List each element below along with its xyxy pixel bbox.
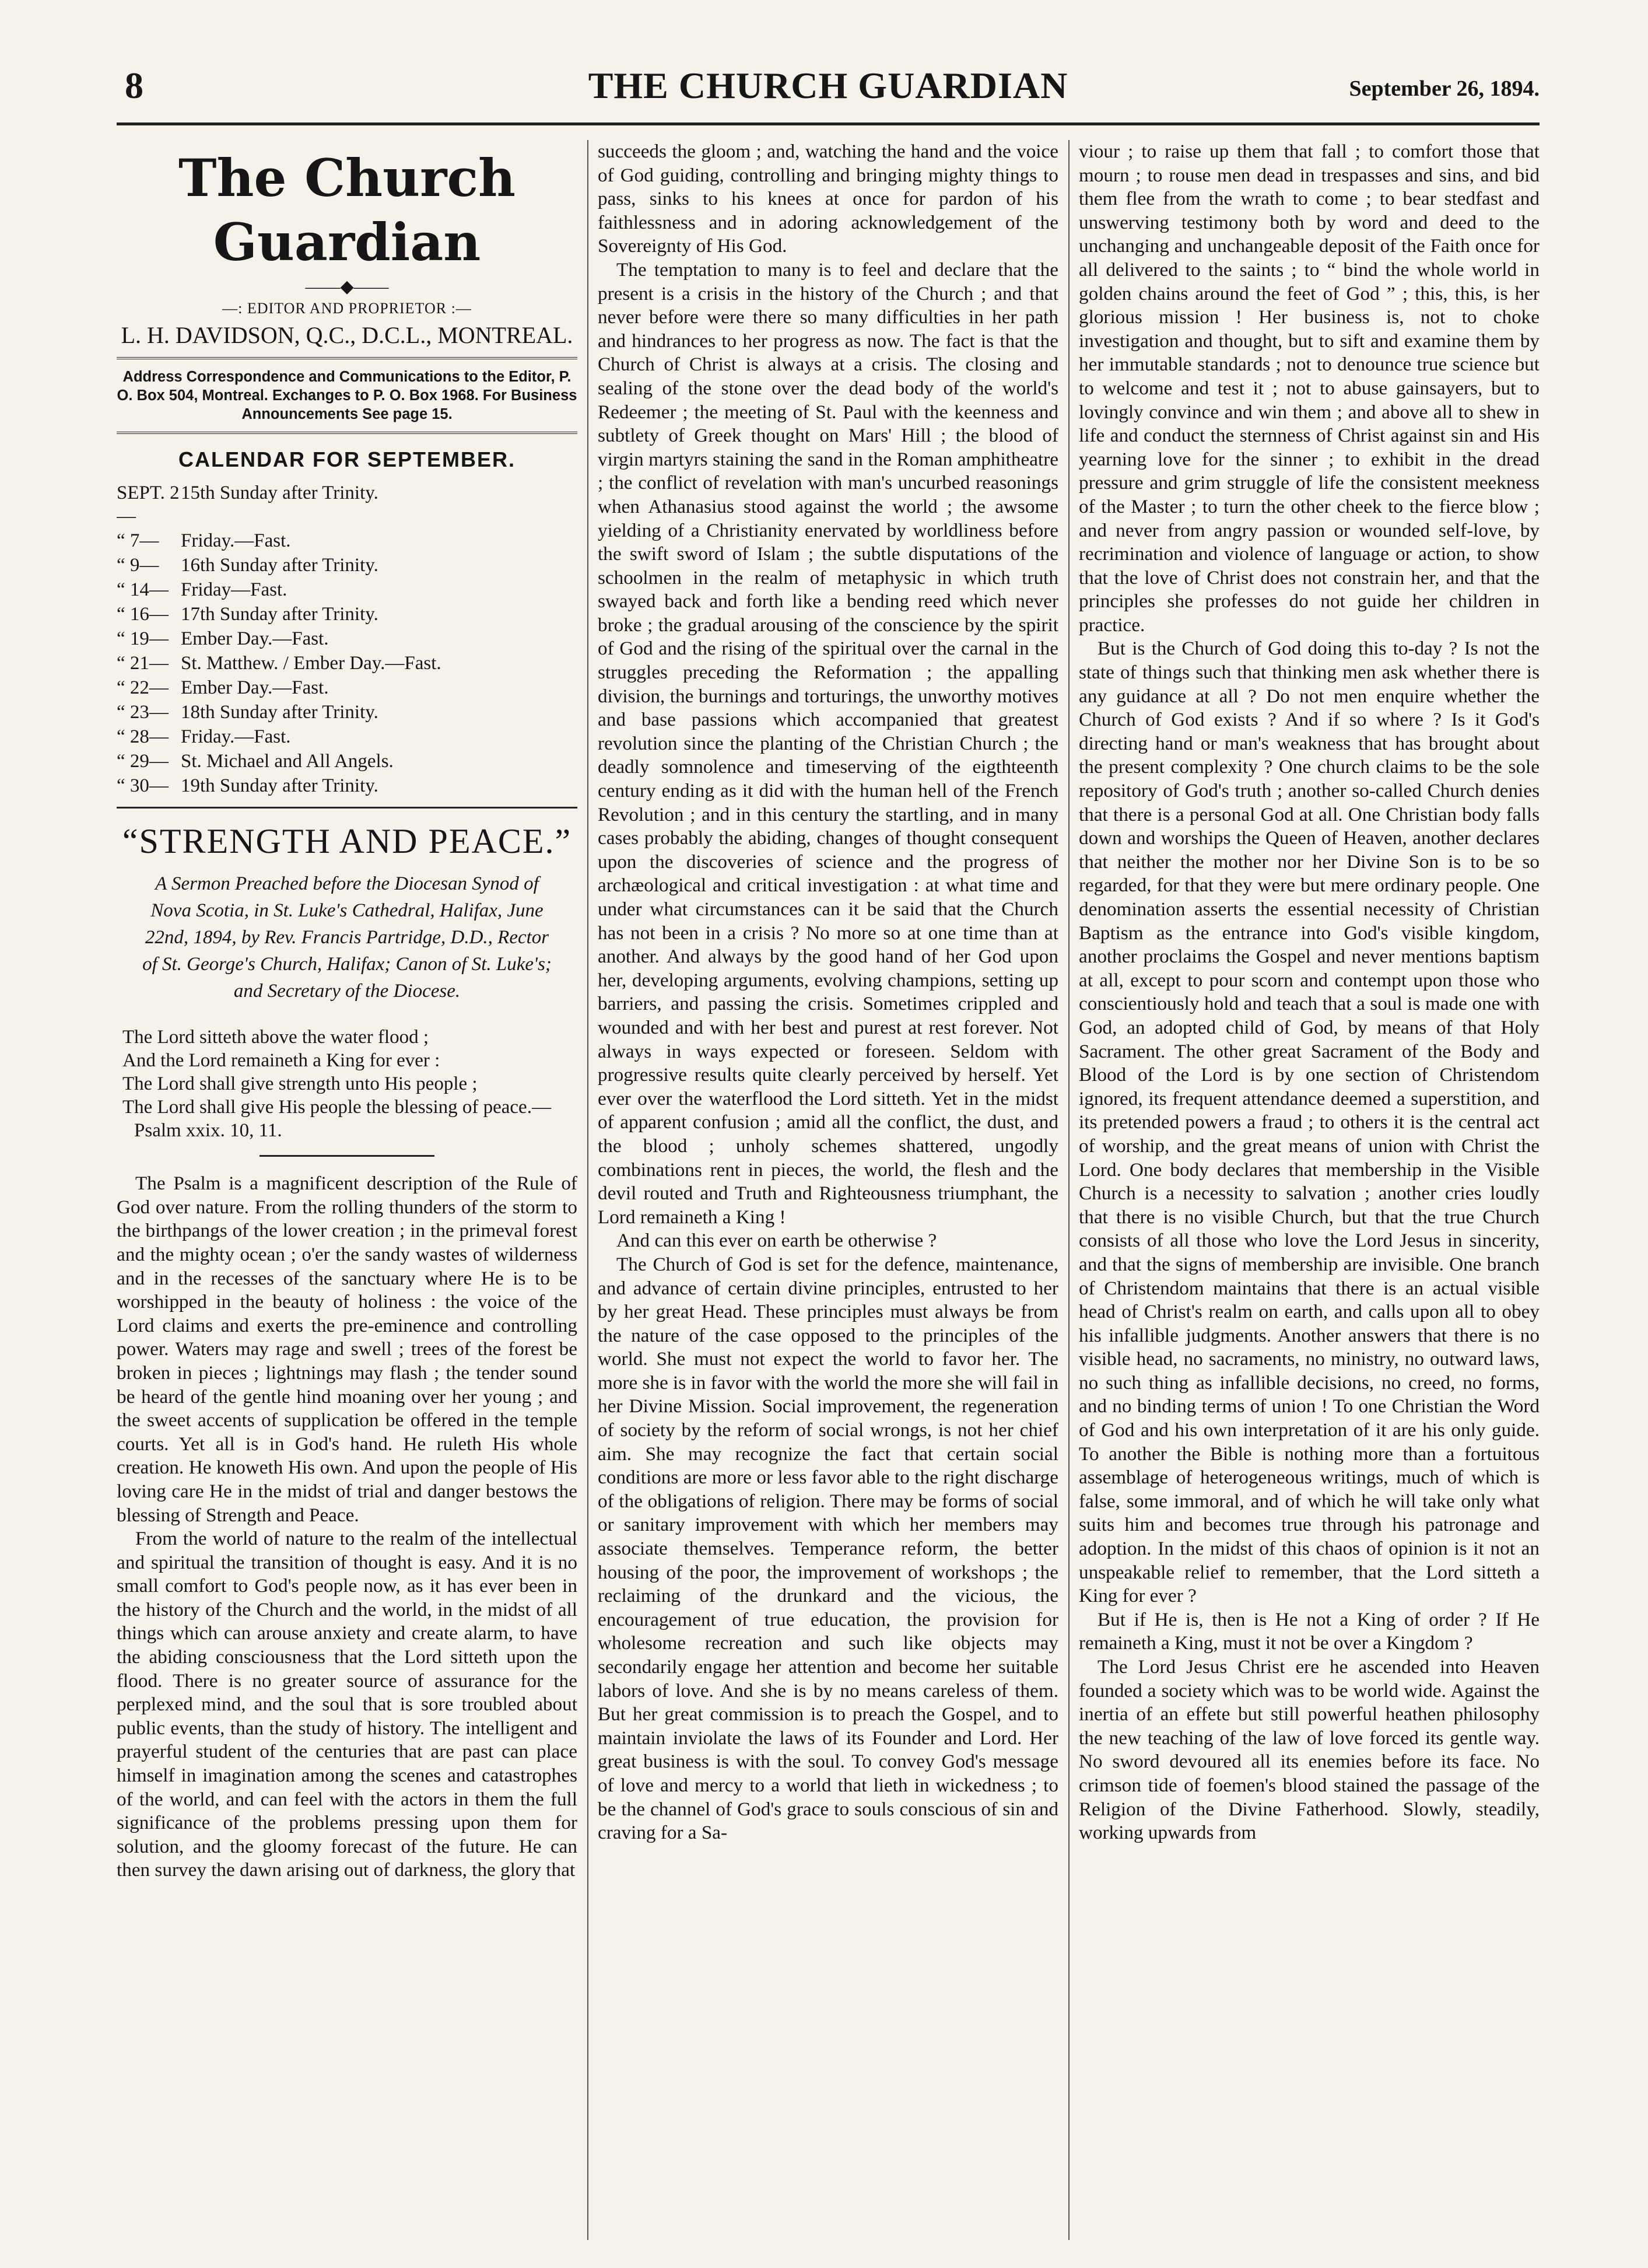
calendar-date: “ 28—: [117, 726, 169, 747]
calendar-date: “ 16—: [117, 603, 169, 625]
psalm-line: The Lord sitteth above the water flood ;: [122, 1027, 429, 1048]
column-1: [117, 140, 577, 2240]
calendar-item: [117, 652, 577, 675]
calendar-item: [117, 481, 577, 528]
calendar-date: “ 30—: [117, 775, 169, 796]
calendar-item: [117, 774, 577, 797]
body-paragraph: succeeds the gloom ; and, watching the hand and the voice of God guiding, controlling and bringing mighty things to pass, sinks to his knees at once for pardon of his faithlessness and in adoring acknowledgement of the Sovereignty of His God.: [598, 141, 1058, 257]
section-divider: [260, 1155, 434, 1157]
calendar-text: Ember Day.—Fast.: [181, 628, 329, 649]
psalm-epigraph: [122, 1026, 571, 1142]
calendar-list: [117, 481, 577, 808]
calendar-item: [117, 701, 577, 724]
body-paragraph: The Church of God is set for the defence, maintenance, and advance of certain divine principles, entrusted to her by her great Head. These principles must always be from the nature of the case opposed to the principles of the world. She must not expect the world to favor her. The more she is in favor with the world the more she will fail in her Divine Mission. Social improvement, the regeneration of society by the reform of social wrongs, is not her chief aim. She may recognize the fact that certain social conditions are more or less favor able to the right discharge of the obligations of religion. There may be forms of social or sanitary improvement with which her members may associate themselves. Temperance reform, the better housing of the poor, the improvement of workshops ; the reclaiming of the drunkard and the vicious, the encouragement of true education, the provision for wholesome recreation and such like objects may secondarily engage her attention and become her suitable labors of love. And she is by no means careless of them. But her great commission is to preach the Gospel, and to maintain inviolate the laws of its Founder and Lord. Her great business is with the soul. To convey God's message of love and mercy to a world that lieth in wickedness ; to be the channel of God's grace to souls conscious of sin and craving for a Sa-: [598, 1253, 1058, 1844]
calendar-item: [117, 578, 577, 601]
calendar-text: Friday—Fast.: [181, 579, 287, 600]
body-paragraph: From the world of nature to the realm of the intellectual and spiritual the transition of thought is easy. And it is no small comfort to God's people now, as it has ever been in the history of the Church and the world, in the midst of all things which can arouse anxiety and create alarm, to have the abiding consciousness that the Lord sitteth upon the flood. There is no greater source of assurance for the perplexed mind, and the soul that is sore troubled about public events, than the study of history. The intelligent and prayerful student of the centuries that are past can place himself in imagination among the scenes and catastrophes of the world, and can feel with the actors in them the full significance of the problems pressing upon them for solution, and the gloomy forecast of the future. He can then survey the dawn arising out of darkness, the glory that: [117, 1528, 577, 1881]
body-paragraph: The temptation to many is to feel and declare that the present is a crisis in the history of the Church ; and that never before were there so many difficulties in her path and hindrances to her progress as now. The fact is that the Church of Christ is always at a crisis. The closing and sealing of the stone over the dead body of the world's Redeemer ; the meeting of St. Paul with the keenness and subtlety of Greek thought on Mars' Hill ; the blood of virgin martyrs staining the sand in the Roman amphitheatre ; the conflict of revelation with man's uncurbed reasonings when Athanasius stood against the world ; the awsome yielding of a Christianity enervated by worldliness before the swift sword of Islam ; the subtle disputations of the schoolmen in the realm of metaphysic in which truth swayed back and forth like a bending reed which never broke ; the gradual arousing of the conscience by the spirit of God and the rising of the spiritual over the carnal in the struggles preceding the Reformation ; the appalling division, the burnings and torturings, the unworthy motives and base passions which accompanied that greatest revolution since the planting of the Christian Church ; the deadly somnolence and timeserving of the eigthteenth century ending as it did with the human hell of the French Revolution ; and in this century the startling, and in many cases probably the abiding, changes of thought consequent upon the discoveries of science and the progress of archæological and critical investigation : at what time and under what circumstances can it be said that the Church has not been in a crisis ? No more so at one time than at another. And always by the good hand of her God upon her, developing arguments, evolving champions, setting up barriers, and passing the crisis. Sometimes crippled and wounded and with her best and purest at rest forever. Not always in ways expected or foreseen. Seldom with progressive results quite clearly perceived by herself. Yet ever over the waterflood the Lord sitteth. Yet in the midst of apparent confusion ; amid all the conflict, the dust, and the blood ; unholy schemes shattered, ungodly combinations rent in pieces, the world, the flesh and the devil routed and Truth and Righteousness triumphant, the Lord remaineth a King !: [598, 258, 1058, 1228]
body-paragraph: And can this ever on earth be otherwise ?: [616, 1230, 937, 1252]
sermon-subtitle: A Sermon Preached before the Diocesan Synod of Nova Scotia, in St. Luke's Cathedral, Halifax, June 22nd, 1894, by Rev. Francis Partridge, D.D., Rector of St. George's Church, Halifax; Canon of St. Luke's; and Secretary of the Diocese.: [142, 873, 552, 1002]
column-rule: [1068, 140, 1070, 2240]
calendar-item: [117, 676, 577, 699]
calendar-date: SEPT. 2—: [117, 482, 180, 527]
calendar-date: “ 29—: [117, 750, 169, 772]
calendar-text: 15th Sunday after Trinity.: [181, 482, 378, 503]
calendar-date: “ 22—: [117, 677, 169, 698]
page-header: [117, 64, 1540, 125]
column-2: [598, 140, 1058, 2240]
calendar-item: [117, 554, 577, 577]
calendar-text: 17th Sunday after Trinity.: [181, 603, 378, 625]
calendar-item: [117, 603, 577, 626]
psalm-line: The Lord shall give strength unto His people ;: [122, 1073, 478, 1095]
psalm-line: The Lord shall give His people the blessing of peace.—Psalm xxix. 10, 11.: [122, 1097, 551, 1142]
calendar-date: “ 14—: [117, 579, 169, 600]
newspaper-name: THE CHURCH GUARDIAN: [588, 65, 1068, 106]
calendar-text: Ember Day.—Fast.: [181, 677, 329, 698]
body-paragraph: The Lord Jesus Christ ere he ascended into Heaven founded a society which was to be world wide. Against the inertia of an effete but still powerful heathen philosophy the new teaching of the law of love forced its gentle way. No sword devoured all its enemies before its face. No crimson tide of foemen's blood stained the passage of the Religion of the Divine Fatherhood. Slowly, steadily, working upwards from: [1079, 1656, 1540, 1844]
calendar-date: “ 7—: [117, 530, 159, 551]
body-paragraph: The Psalm is a magnificent description of the Rule of God over nature. From the rolling thunders of the storm to the birthpangs of the lower creation ; in the primeval forest and the mighty ocean ; o'er the sandy wastes of wilderness and in the recesses of the sanctuary where He is to be worshipped in the beauty of holiness : the voice of the Lord claims and exerts the pre-eminence and controlling power. Waters may rage and swell ; trees of the forest be broken in pieces ; lightnings may flash ; the tender sound be heard of the gentle hind moaning over her young ; and the sweet accents of supplication be offered in the temple courts. Yet all is in God's hand. He ruleth His whole creation. He knoweth His own. And upon the people of His loving care He in the midst of trial and danger bestows the blessing of Strength and Peace.: [117, 1172, 577, 1526]
calendar-date: “ 21—: [117, 652, 169, 674]
calendar-text: St. Matthew. / Ember Day.—Fast.: [181, 652, 441, 674]
body-paragraph: But is the Church of God doing this to-day ? Is not the state of things such that thinking men ask whether there is any guidance at all ? Do not men enquire whether the Church of God exists ? And if so where ? Is it God's directing hand or man's weakness that has brought about the present complexity ? One church claims to be the sole repository of God's truth ; another so-called Church denies that there is a personal God at all. One Christian body falls down and worships the Queen of Heaven, another declares that neither the mother nor her Divine Son is to be so regarded, for that they were but mere ordinary people. One denomination asserts the essential necessity of Christian Baptism as the entrance into God's visible kingdom, another proclaims the Gospel and never mentions baptism at all, except to pour scorn and contempt upon those who conscientiously hold and teach that a soul is made one with God, an adopted child of God, by means of that Holy Sacrament. The other great Sacrament of the Body and Blood of the Lord is by one section of Christendom ignored, its frequent attendance deemed a superstition, and its pretended powers a fraud ; to others it is the central act of worship, and the great means of union with Christ the Lord. One body declares that membership in the Visible Church is a necessity to salvation ; another cries loudly that there is no visible Church, but that the true Church consists of all those who love the Lord Jesus in sincerity, and that the signs of membership are invisible. One branch of Christendom maintains that there is an actual visible head of Christ's realm on earth, and calls upon all to obey his infallible judgments. Another answers that there is no visible head, no sacraments, no ministry, no outward laws, no such thing as infallible decisions, no creed, no forms, and no binding terms of union ! To one Christian the Word of God and his own interpretation of it are his only guide. To another the Bible is nothing more than a fortuitous assemblage of heterogeneous writings, much of which is false, some immoral, and of which he will take only what suits him and becomes true through his patronage and adoption. In the midst of this chaos of opinion is it not an unspeakable relief to remember, that the Lord sitteth a King for ever ?: [1079, 638, 1540, 1607]
issue-date: September 26, 1894.: [1349, 76, 1540, 101]
editor-name: L. H. DAVIDSON, Q.C., D.C.L., MONTREAL.: [121, 322, 573, 348]
calendar-item: [117, 750, 577, 773]
calendar-item: [117, 627, 577, 650]
calendar-item: [117, 725, 577, 748]
calendar-heading: CALENDAR FOR SEPTEMBER.: [178, 447, 516, 471]
address-notice: Address Correspondence and Communications to the Editor, P. O. Box 504, Montreal. Exchanges to P. O. Box 1968. For Business Announcements See page 15.: [117, 357, 577, 434]
page-number: 8: [125, 65, 143, 106]
calendar-date: “ 19—: [117, 628, 169, 649]
sermon-title: “STRENGTH AND PEACE.”: [122, 821, 572, 860]
column-3: [1079, 140, 1540, 2240]
calendar-text: 19th Sunday after Trinity.: [181, 775, 378, 796]
column-rule: [587, 140, 588, 2240]
calendar-item: [117, 529, 577, 552]
editor-caption: —: EDITOR AND PROPRIETOR :—: [222, 300, 472, 317]
body-paragraph: viour ; to raise up them that fall ; to comfort those that mourn ; to rouse men dead in trespasses and sins, and bid them flee from the wrath to come ; to bear stedfast and unswerving testimony both by word and deed to the unchanging and unchangeable deposit of the Faith once for all delivered to the saints ; to “ bind the whole world in golden chains around the feet of God ” ; this, this, is her glorious mission ! Her business is, not to choke investigation and thought, but to sift and examine them by her immutable standards ; not to denounce true science but to welcome and test it ; not to abuse gainsayers, but to lovingly convince and win them ; and above all to shew in life and conduct the sternness of Christ against sin and His yearning love for the sinner ; to exhibit in the dread pressure and grim struggle of life the consistent meekness of the Master ; to turn the other cheek to the fierce blow ; and never from angry passion or wounded self-love, by recrimination and violence of language or action, to show that the love of Christ does not constrain her, and that the principles she professes do not guide her children in practice.: [1079, 141, 1540, 636]
calendar-date: “ 23—: [117, 701, 169, 723]
calendar-text: 16th Sunday after Trinity.: [181, 554, 378, 576]
calendar-date: “ 9—: [117, 554, 159, 576]
masthead-title: The Church Guardian: [178, 148, 516, 272]
body-paragraph: But if He is, then is He not a King of order ? If He remaineth a King, must it not be over a Kingdom ?: [1079, 1608, 1540, 1654]
calendar-text: 18th Sunday after Trinity.: [181, 701, 378, 723]
masthead-ornament: ——◆——: [305, 277, 389, 296]
calendar-text: Friday.—Fast.: [181, 530, 291, 551]
calendar-text: Friday.—Fast.: [181, 726, 291, 747]
psalm-line: And the Lord remaineth a King for ever :: [122, 1050, 440, 1072]
calendar-text: St. Michael and All Angels.: [181, 750, 394, 772]
